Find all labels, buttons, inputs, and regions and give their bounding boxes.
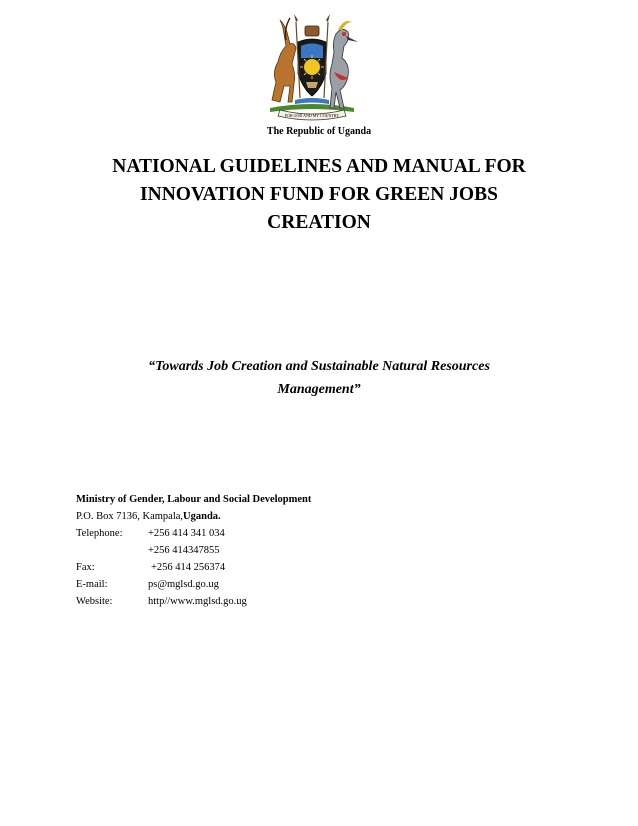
website-value[interactable]: http//www.mglsd.go.ug xyxy=(148,596,247,607)
slogan-line-1: “Towards Job Creation and Sustainable Natural Resources xyxy=(148,359,490,374)
title-line-3: CREATION xyxy=(267,212,371,233)
contact-block xyxy=(76,491,311,610)
telephone-label: Telephone: xyxy=(76,528,123,539)
document-title xyxy=(60,153,578,237)
ministry-name: Ministry of Gender, Labour and Social Development xyxy=(76,494,312,505)
fax-row xyxy=(76,559,311,576)
slogan xyxy=(80,355,558,401)
po-box: P.O. Box 7136, Kampala, xyxy=(76,511,184,522)
telephone-row-2 xyxy=(76,542,311,559)
website-row xyxy=(76,593,311,610)
email-label: E-mail: xyxy=(76,579,108,590)
telephone-row xyxy=(76,525,311,542)
telephone-value-1: +256 414 341 034 xyxy=(148,528,225,539)
fax-value: +256 414 256374 xyxy=(151,562,226,573)
svg-text:FOR GOD AND MY COUNTRY: FOR GOD AND MY COUNTRY xyxy=(284,113,340,118)
title-line-2: INNOVATION FUND FOR GREEN JOBS xyxy=(140,184,498,205)
republic-label: The Republic of Uganda xyxy=(266,126,372,137)
email-value[interactable]: ps@mglsd.go.ug xyxy=(148,579,219,590)
fax-label: Fax: xyxy=(76,562,95,573)
slogan-line-2: Management” xyxy=(277,382,361,397)
telephone-value-2: +256 414347855 xyxy=(148,545,220,556)
website-label: Website: xyxy=(76,596,113,607)
address-row xyxy=(76,508,311,525)
coat-of-arms-icon xyxy=(250,12,374,124)
title-line-1: NATIONAL GUIDELINES AND MANUAL FOR xyxy=(112,156,526,177)
email-row xyxy=(76,576,311,593)
country: Uganda. xyxy=(183,511,221,522)
